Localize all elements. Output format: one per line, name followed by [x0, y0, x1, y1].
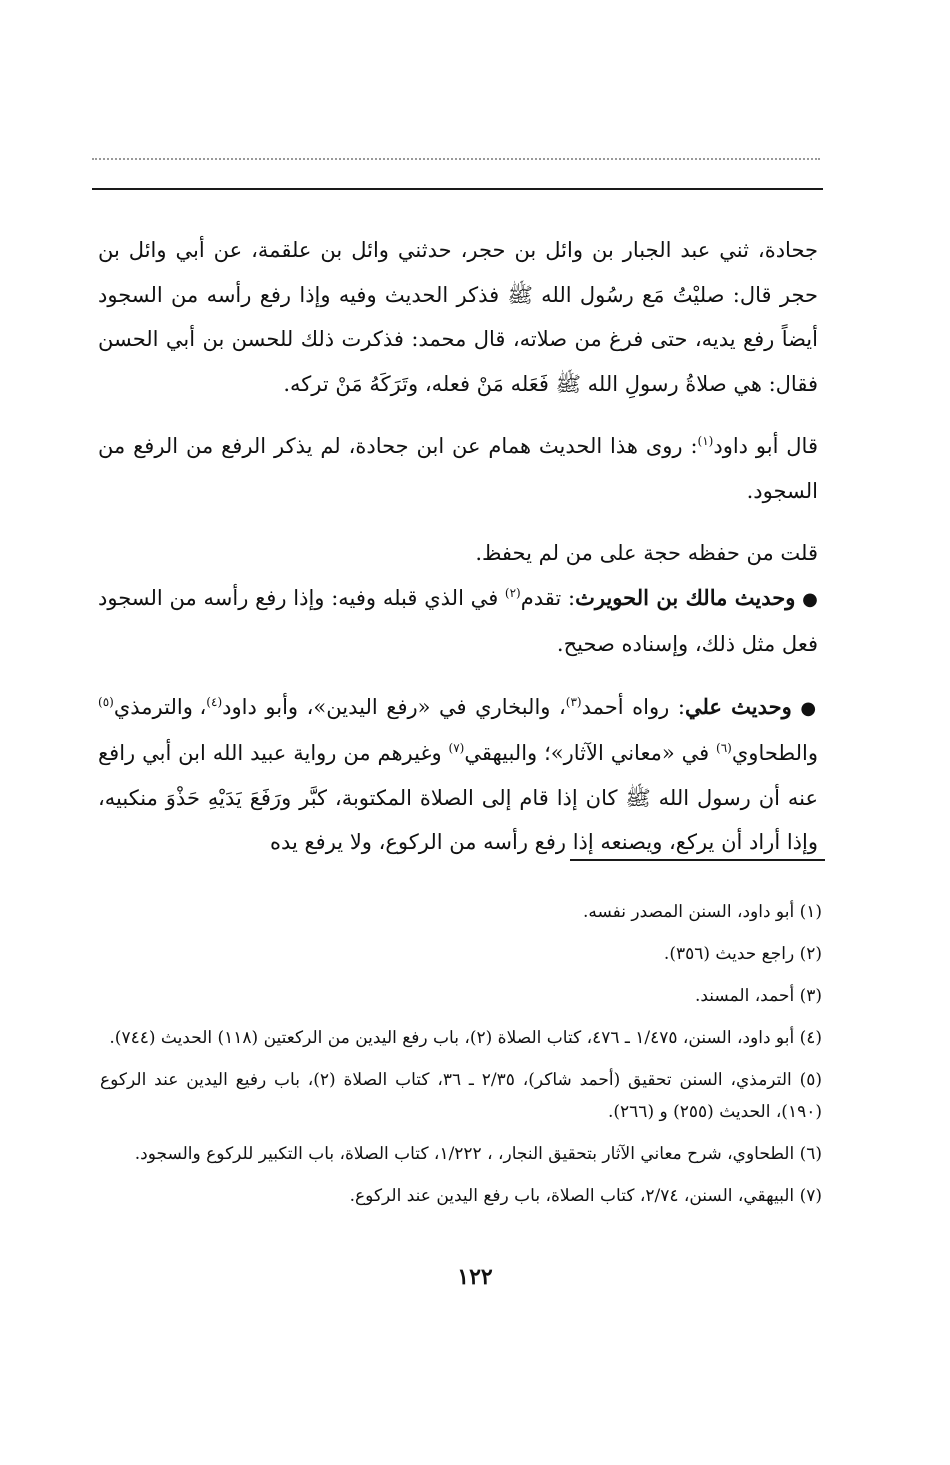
- page-number: ١٢٢: [457, 1264, 493, 1290]
- paragraph-4: [98, 576, 818, 667]
- footnote-text: الترمذي، السنن تحقيق (أحمد شاكر)، ٢/٣٥ ـ ٣٦، كتاب الصلاة (٢)، باب رفيع اليدين عند الركوع (١٩٠)، الحديث (٢٥٥) و (٢٦٦).: [100, 1070, 822, 1122]
- footnote-5: [100, 1064, 822, 1128]
- header-rule: [92, 188, 823, 190]
- para2-text-end: : روى هذا الحديث همام عن ابن جحادة، لم يذكر الرفع من الرفع من السجود.: [98, 434, 818, 503]
- footnote-2: [100, 938, 822, 970]
- footnote-ref-3[interactable]: (٣): [565, 694, 582, 709]
- footnote-text: الطحاوي، شرح معاني الآثار بتحقيق النجار، ، ١/٢٢٢، كتاب الصلاة، باب التكبير للركوع والسجود.: [134, 1144, 795, 1164]
- bullet-icon: ●: [800, 697, 818, 719]
- footnote-number: (٣): [799, 986, 822, 1006]
- footnote-number: (٢): [799, 944, 822, 964]
- footnote-separator: [570, 859, 825, 861]
- paragraph-2: [98, 424, 818, 513]
- para5-text-1: : رواه أحمد: [581, 694, 685, 719]
- para5-text-3: ، والترمذي: [113, 694, 207, 719]
- header-dotted-line: [92, 158, 820, 160]
- footnote-3: [100, 980, 822, 1012]
- para5-text-5: في «معاني الآثار»؛ والبيهقي: [464, 741, 717, 765]
- footnote-number: (١): [799, 902, 822, 922]
- footnote-ref-1[interactable]: (١): [697, 434, 714, 448]
- footnote-text: راجع حديث (٣٥٦).: [663, 944, 795, 964]
- para4-heading: وحديث مالك بن الحويرث: [575, 584, 796, 610]
- footnote-7: [100, 1180, 822, 1212]
- paragraph-1: جحادة، ثني عبد الجبار بن وائل بن حجر، حدثني وائل بن علقمة، عن أبي وائل بن حجر قال: صليْتُ مَع رسُول الله ﷺ فذكر الحديث وفيه وإذا رفع رأسه من السجود أيضاً رفع يديه، حتى فرغ من صلاته، قال محمد: فذكرت ذلك للحسن بن أبي الحسن فقال: هي صلاةُ رسولِ الله ﷺ فَعَله مَنْ فعله، وتَرَكَهُ مَنْ تركه.: [98, 238, 818, 396]
- para4-text-2: في الذي قبله وفيه: وإذا رفع رأسه من السجود فعل مثل ذلك، وإسناده صحيح.: [98, 585, 818, 656]
- para5-heading: وحديث علي: [684, 693, 792, 719]
- paragraph-5: [98, 685, 818, 865]
- footnote-ref-2[interactable]: (٢): [504, 585, 521, 600]
- footnote-text: البيهقي، السنن، ٢/٧٤، كتاب الصلاة، باب رفع اليدين عند الركوع.: [349, 1186, 795, 1206]
- footnote-ref-7[interactable]: (٧): [448, 741, 465, 755]
- footnote-number: (٥): [799, 1070, 823, 1090]
- para5-text-6: وغيرهم من رواية عبيد الله ابن أبي رافع عنه أن رسول الله ﷺ كان إذا قام إلى الصلاة المكتوبة، كبَّر ورَفَعَ يَدَيْهِ حَذْوَ منكبيه، وإذا أراد أن يركع، ويصنعه إذا رفع رأسه من الركوع، ولا يرفع يده: [98, 741, 818, 854]
- footnote-ref-5[interactable]: (٥): [98, 694, 114, 709]
- footnote-text: أبو داود، السنن، ١/٤٧٥ ـ ٤٧٦، كتاب الصلاة (٢)، باب رفع اليدين من الركعتين (١١٨) الحديث (٧٤٤).: [109, 1028, 795, 1048]
- footnotes: [100, 896, 822, 1222]
- para5-text-4: والطحاوي: [731, 741, 818, 765]
- bullet-icon: ●: [802, 588, 818, 610]
- footnote-ref-6[interactable]: (٦): [716, 741, 732, 755]
- footnote-number: (٤): [799, 1028, 822, 1048]
- para2-text-start: قال أبو داود: [713, 434, 818, 458]
- footnote-text: أحمد، المسند.: [694, 986, 795, 1006]
- para5-text-2: ، والبخاري في «رفع اليدين»، وأبو داود: [222, 694, 566, 719]
- paragraph-3: قلت من حفظه حجة على من لم يحفظ.: [475, 541, 818, 565]
- footnote-ref-4[interactable]: (٤): [206, 694, 223, 709]
- footnote-number: (٦): [799, 1144, 822, 1164]
- footnote-text: أبو داود، السنن المصدر نفسه.: [583, 902, 795, 922]
- footnote-6: [100, 1138, 822, 1170]
- main-text: [98, 228, 818, 865]
- footnote-1: [100, 896, 822, 928]
- footnote-number: (٧): [799, 1186, 822, 1206]
- footnote-4: [100, 1022, 822, 1054]
- para4-text-1: : تقدم: [520, 585, 576, 610]
